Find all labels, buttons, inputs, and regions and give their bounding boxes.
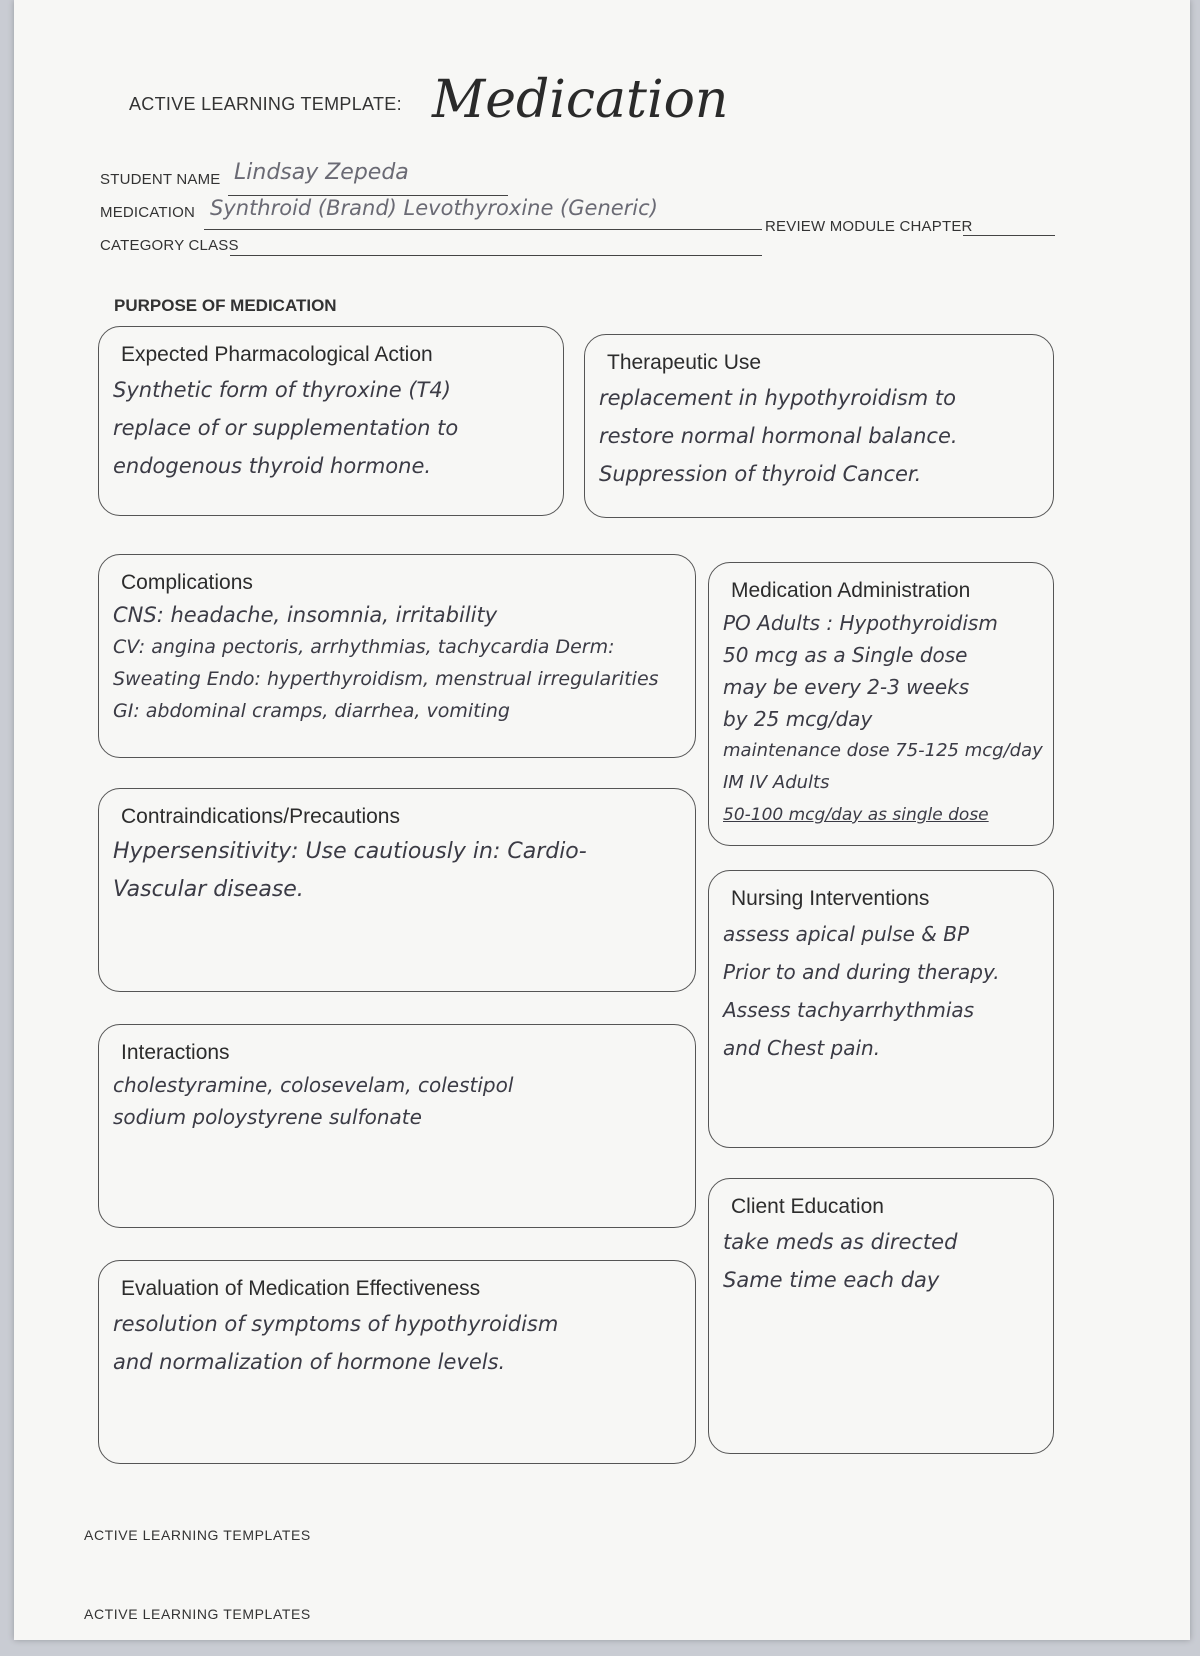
medication-administration-line: may be every 2-3 weeks [723, 675, 970, 699]
contraindications-box [98, 788, 696, 992]
therapeutic-use-line: Suppression of thyroid Cancer. [599, 462, 922, 486]
medication-administration-line: IM IV Adults [723, 772, 830, 793]
student-name-value[interactable]: Lindsay Zepeda [234, 160, 409, 185]
complications-line: CNS: headache, insomnia, irritability [113, 603, 498, 627]
medication-administration-title: Medication Administration [731, 579, 971, 602]
medication-value[interactable]: Synthroid (Brand) Levothyroxine (Generic) [210, 196, 658, 220]
nursing-interventions-line: Assess tachyarrhythmias [723, 998, 975, 1022]
client-education-title: Client Education [731, 1195, 884, 1218]
contraindications-line: Hypersensitivity: Use cautiously in: Cardio- [113, 839, 587, 864]
therapeutic-use-line: replacement in hypothyroidism to [599, 386, 956, 410]
client-education-box [708, 1178, 1054, 1454]
nursing-interventions-line: Prior to and during therapy. [723, 960, 1000, 984]
complications-line: GI: abdominal cramps, diarrhea, vomiting [113, 700, 510, 722]
nursing-interventions-box [708, 870, 1054, 1148]
contraindications-title: Contraindications/Precautions [121, 805, 400, 828]
medication-administration-line: 50 mcg as a Single dose [723, 643, 968, 667]
medication-administration-box [708, 562, 1054, 846]
contraindications-line: Vascular disease. [113, 877, 304, 902]
complications-line: Sweating Endo: hyperthyroidism, menstrual irregularities [113, 668, 659, 690]
purpose-section-label: PURPOSE OF MEDICATION [114, 296, 337, 315]
client-education-line: Same time each day [723, 1268, 940, 1292]
therapeutic-use-title: Therapeutic Use [607, 351, 762, 374]
template-page [14, 0, 1190, 1640]
template-label: ACTIVE LEARNING TEMPLATE: [129, 94, 402, 114]
page-title: Medication [432, 70, 729, 130]
medication-administration-line: by 25 mcg/day [723, 707, 873, 731]
evaluation-title: Evaluation of Medication Effectiveness [121, 1277, 481, 1300]
complications-title: Complications [121, 571, 253, 594]
expected-action-title: Expected Pharmacological Action [121, 343, 433, 366]
nursing-interventions-line: and Chest pain. [723, 1036, 881, 1060]
nursing-interventions-title: Nursing Interventions [731, 887, 930, 910]
nursing-interventions-line: assess apical pulse & BP [723, 922, 970, 946]
therapeutic-use-box [584, 334, 1054, 518]
complications-box [98, 554, 696, 758]
review-module-label: REVIEW MODULE CHAPTER [765, 218, 973, 235]
therapeutic-use-line: restore normal hormonal balance. [599, 424, 958, 448]
expected-action-line: Synthetic form of thyroxine (T4) [113, 378, 451, 402]
review-module-line[interactable] [963, 235, 1055, 236]
medication-line [204, 229, 762, 230]
complications-line: CV: angina pectoris, arrhythmias, tachycardia Derm: [113, 636, 615, 658]
medication-administration-line: 50-100 mcg/day as single dose [723, 805, 989, 825]
medication-administration-line: PO Adults : Hypothyroidism [723, 611, 998, 635]
medication-label: MEDICATION [100, 204, 196, 221]
evaluation-line: resolution of symptoms of hypothyroidism [113, 1312, 559, 1336]
category-class-label: CATEGORY CLASS [100, 237, 239, 254]
evaluation-line: and normalization of hormone levels. [113, 1350, 506, 1374]
expected-action-line: endogenous thyroid hormone. [113, 454, 432, 478]
category-class-line[interactable] [230, 255, 762, 256]
student-name-label: STUDENT NAME [100, 171, 221, 188]
interactions-box [98, 1024, 696, 1228]
evaluation-box [98, 1260, 696, 1464]
interactions-title: Interactions [121, 1041, 230, 1064]
footer-label: ACTIVE LEARNING TEMPLATES [84, 1527, 311, 1543]
expected-action-box [98, 326, 564, 516]
client-education-line: take meds as directed [723, 1230, 958, 1254]
medication-administration-line: maintenance dose 75-125 mcg/day [723, 740, 1043, 761]
interactions-line: cholestyramine, colosevelam, colestipol [113, 1073, 514, 1097]
expected-action-line: replace of or supplementation to [113, 416, 459, 440]
footer-label-bleed: ACTIVE LEARNING TEMPLATES [84, 1606, 311, 1622]
interactions-line: sodium poloystyrene sulfonate [113, 1105, 422, 1129]
